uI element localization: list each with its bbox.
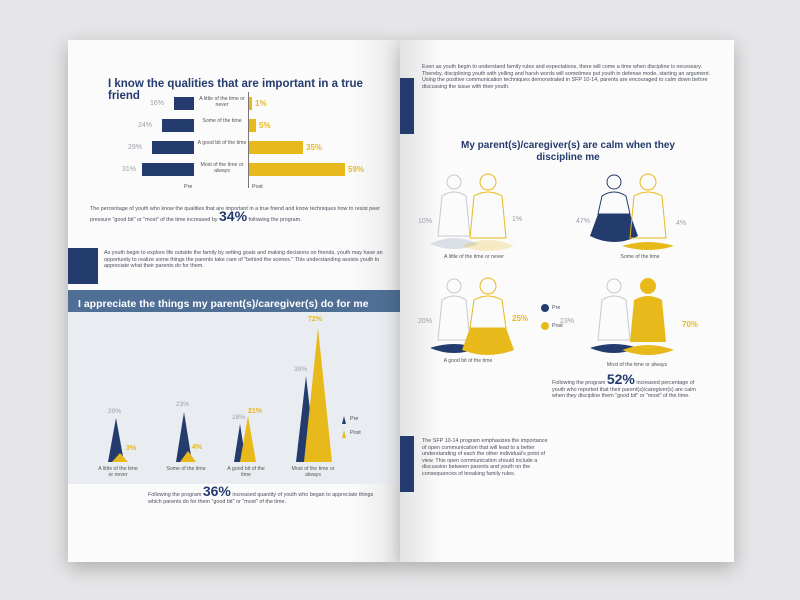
- chart2-legend-pre: Pre: [350, 416, 359, 422]
- chart1-post-bar: [249, 97, 252, 110]
- chart2-pre-value: 18%: [232, 414, 246, 421]
- legend-post-icon: [342, 430, 346, 438]
- appreciate-triangle-chart: [68, 312, 400, 484]
- chart2-post-value: 21%: [248, 408, 263, 415]
- chart1-row-label: A little of the time or never: [199, 96, 245, 108]
- appreciate-highlight-percent: 36%: [202, 483, 231, 499]
- chart1-post-bar: [249, 141, 303, 154]
- legend-pre-dot: [541, 304, 549, 312]
- chart2-title: I appreciate the things my parent(s)/caregiver(s) do for me: [78, 298, 369, 310]
- chart2-category: Most of the time or always: [291, 466, 335, 478]
- chart1-post-value: 5%: [259, 121, 271, 130]
- discipline-paragraph: Even as youth begin to understand family rules and expectations, there will come a time when discipline is necessary. Thereby, disciplining youth with yelling and harsh words will sometimes put youth in defense mode, starting an argument. Using the positive communication techniques demonstrated in SFP 10-14, parents are encouraged to calm down before discussing the issue with their youth.: [422, 64, 711, 90]
- chart1-pre-value: 31%: [122, 166, 137, 173]
- calm-footnote-text: increased percentage of youth who reported that their parent(s)/caregiver(s) are calm when they discipline them "good bit" or "most" of the time.: [552, 380, 696, 400]
- communication-paragraph: The SFP 10-14 program emphasizes the importance of open communication that will lead to a better understanding of each the other individual's point of view. This open communication should include a discussion between parents and youth on the consequences of breaking family rules.: [422, 438, 548, 477]
- friend-highlight-percent: 34%: [219, 207, 248, 224]
- calm-highlight-percent: 52%: [606, 371, 635, 387]
- calm-pre-value: 20%: [418, 318, 433, 325]
- chart2-category: Some of the time: [166, 466, 206, 472]
- calm-figure-2: [590, 174, 674, 250]
- calm-pre-value: 23%: [560, 318, 575, 325]
- calm-legend-pre: Pre: [552, 305, 561, 311]
- calm-footnote-lead: Following the program: [552, 380, 606, 386]
- calm-figure-1: [430, 174, 514, 251]
- chart2-post-value: 4%: [192, 444, 203, 451]
- chart1-post-value: 59%: [348, 165, 365, 174]
- chart2-pre-value: 23%: [176, 401, 190, 408]
- calm-figure-label: Some of the time: [620, 254, 660, 260]
- chart2-category: A little of the time or never: [98, 466, 138, 478]
- calm-figure-label: A little of the time or never: [444, 254, 504, 260]
- friend-paragraph-end: following the program.: [248, 216, 302, 223]
- appreciate-footnote: [148, 483, 378, 505]
- chart1-post-bar: [249, 163, 345, 176]
- calm-title: My parent(s)/caregiver(s) are calm when they discipline me: [461, 140, 675, 163]
- chart2-post-value: 72%: [308, 316, 323, 323]
- appreciate-footnote-lead: Following the program: [148, 492, 202, 498]
- calm-footnote: [552, 371, 702, 400]
- chart1-post-bar: [249, 119, 256, 132]
- chart1-pre-bar: [152, 141, 194, 154]
- explore-paragraph: As youth begin to explore life outside the family by setting goals and making decisions on friends, youth may have an opportunity to realize some things the parents take care of "behind the scenes." This understanding assists youth to appreciate what their parents do for them.: [104, 250, 383, 270]
- chart1-title: I know the qualities that are important in a true friend: [108, 78, 363, 102]
- friend-paragraph: [90, 206, 390, 223]
- friend-paragraph-text: The percentage of youth who know the qualities that are important in a true friend and know techniques how to resist peer pressure "good bit" or "most" of the time increased by: [90, 206, 381, 223]
- calm-post-value: 4%: [676, 220, 687, 227]
- chart1-post-value: 1%: [255, 99, 267, 108]
- calm-figure-label: A good bit of the time: [443, 358, 493, 364]
- calm-figure-4: [590, 278, 674, 355]
- chart1-row-label: Some of the time: [202, 118, 242, 124]
- chart2-category: A good bit of the time: [227, 466, 265, 478]
- navy-accent-block: [400, 78, 414, 134]
- chart1-pre-value: 16%: [150, 100, 165, 107]
- right-page: [400, 40, 734, 562]
- calm-figure-label: Most of the time or always: [606, 362, 668, 368]
- calm-legend-post: Post: [552, 323, 563, 329]
- appreciate-footnote-text: increased quantity of youth who began to appreciate things which parents do for them "good bit" or "most" of the time.: [148, 492, 374, 505]
- chart1-post-value: 35%: [306, 143, 323, 152]
- calm-figure-3: [430, 278, 514, 355]
- calm-post-value: 25%: [512, 314, 529, 323]
- chart1-pre-value: 24%: [138, 122, 153, 129]
- calm-post-value: 70%: [682, 320, 699, 329]
- chart2-post-value: 3%: [126, 445, 137, 452]
- chart1-pre-bar: [142, 163, 194, 176]
- left-page: [68, 40, 400, 562]
- chart1-pre-value: 29%: [128, 144, 143, 151]
- chart1-pre-bar: [174, 97, 194, 110]
- calm-pre-value: 10%: [418, 218, 433, 225]
- chart1-row-label: A good bit of the time: [197, 140, 247, 146]
- chart1-row-label: Most of the time or always: [200, 162, 244, 174]
- appreciate-chart-area: [68, 312, 400, 484]
- legend-pre-icon: [342, 416, 346, 424]
- legend-post-dot: [541, 322, 549, 330]
- calm-post-value: 1%: [512, 216, 523, 223]
- chart2-pre-value: 39%: [294, 366, 308, 373]
- chart1-pre-label: Pre: [184, 184, 193, 190]
- chart2-legend-post: Post: [350, 430, 361, 436]
- calm-figures-chart: [400, 166, 734, 376]
- friend-bar-chart: [68, 92, 400, 202]
- navy-accent-block: [68, 248, 98, 284]
- calm-pre-value: 47%: [576, 218, 591, 225]
- navy-accent-block: [400, 436, 414, 492]
- chart1-pre-bar: [162, 119, 194, 132]
- chart2-pre-value: 20%: [108, 408, 122, 415]
- chart2-post-triangle: [240, 416, 256, 462]
- chart1-post-label: Post: [252, 184, 263, 190]
